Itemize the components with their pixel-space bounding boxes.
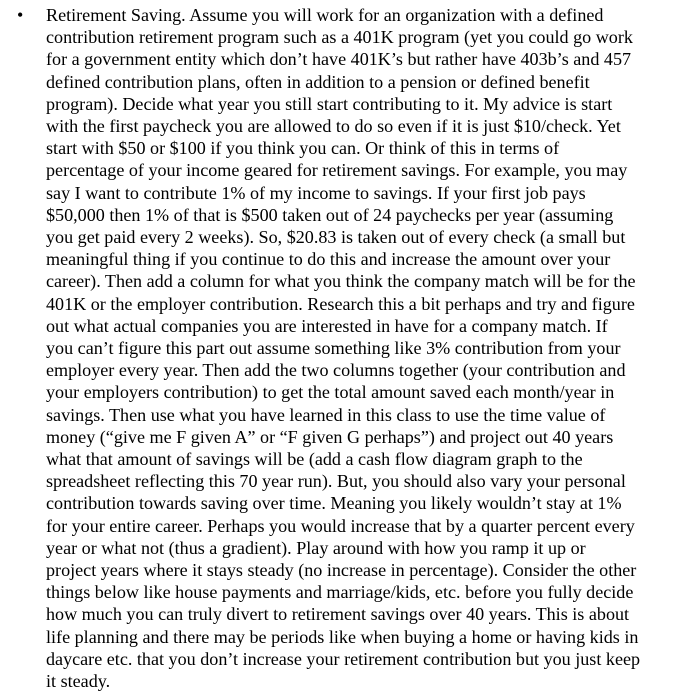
text-line: spreadsheet reflecting this 70 year run). But, you should also vary your personal xyxy=(46,471,626,492)
text-line: money (“give me F given A” or “F given G perhaps”) and project out 40 years xyxy=(46,426,614,447)
text-line: what that amount of savings will be (add a cash flow diagram graph to the xyxy=(46,449,583,470)
text-line: $50,000 then 1% of that is $500 taken out of 24 paychecks per year (assuming xyxy=(46,204,614,225)
text-line: out what actual companies you are interested in have for a company match. If xyxy=(46,315,608,336)
text-line: say I want to contribute 1% of my income to savings. If your first job pays xyxy=(46,182,586,203)
text-line: Retirement Saving. Assume you will work for an organization with a defined xyxy=(46,5,604,25)
text-line: defined contribution plans, often in addition to a pension or defined benefit xyxy=(46,71,590,92)
text-line: how much you can truly divert to retirement savings over 40 years. This is about xyxy=(46,604,630,625)
text-line: 401K or the employer contribution. Research this a bit perhaps and try and figure xyxy=(46,293,635,314)
text-line: life planning and there may be periods like when buying a home or having kids in xyxy=(46,626,639,647)
text-line: start with $50 or $100 if you think you can. Or think of this in terms of xyxy=(46,138,560,159)
text-line: meaningful thing if you continue to do this and increase the amount over your xyxy=(46,249,611,270)
text-line: savings. Then use what you have learned in this class to use the time value of xyxy=(46,404,606,425)
text-line: project years where it stays steady (no increase in percentage). Consider the other xyxy=(46,560,637,581)
text-line: for your entire career. Perhaps you would increase that by a quarter percent every xyxy=(46,515,635,536)
text-line: your employers contribution) to get the total amount saved each month/year in xyxy=(46,382,615,403)
text-line: for a government entity which don’t have 401K’s but rather have 403b’s and 457 xyxy=(46,49,632,70)
text-line: it steady. xyxy=(46,671,111,692)
text-line: contribution retirement program such as a 401K program (yet you could go work xyxy=(46,27,633,48)
text-line: with the first paycheck you are allowed to do so even if it is just $10/check. Yet xyxy=(46,116,621,137)
text-line: contribution towards saving over time. Meaning you likely wouldn’t stay at 1% xyxy=(46,493,622,514)
text-line: program). Decide what year you still start contributing to it. My advice is start xyxy=(46,93,613,114)
text-line: percentage of your income geared for retirement savings. For example, you may xyxy=(46,160,628,181)
text-line: things below like house payments and marriage/kids, etc. before you fully decide xyxy=(46,582,634,603)
retirement-saving-paragraph xyxy=(46,4,698,692)
text-line: year or what not (thus a gradient). Play around with how you ramp it up or xyxy=(46,537,586,558)
text-line: employer every year. Then add the two columns together (your contribution and xyxy=(46,360,626,381)
text-line: daycare etc. that you don’t increase your retirement contribution but you just keep xyxy=(46,648,641,669)
text-line: career). Then add a column for what you think the company match will be for the xyxy=(46,271,636,292)
text-line: you can’t figure this part out assume something like 3% contribution from your xyxy=(46,338,621,359)
text-line: you get paid every 2 weeks). So, $20.83 is taken out of every check (a small but xyxy=(46,227,626,248)
bullet-marker: • xyxy=(17,5,24,25)
